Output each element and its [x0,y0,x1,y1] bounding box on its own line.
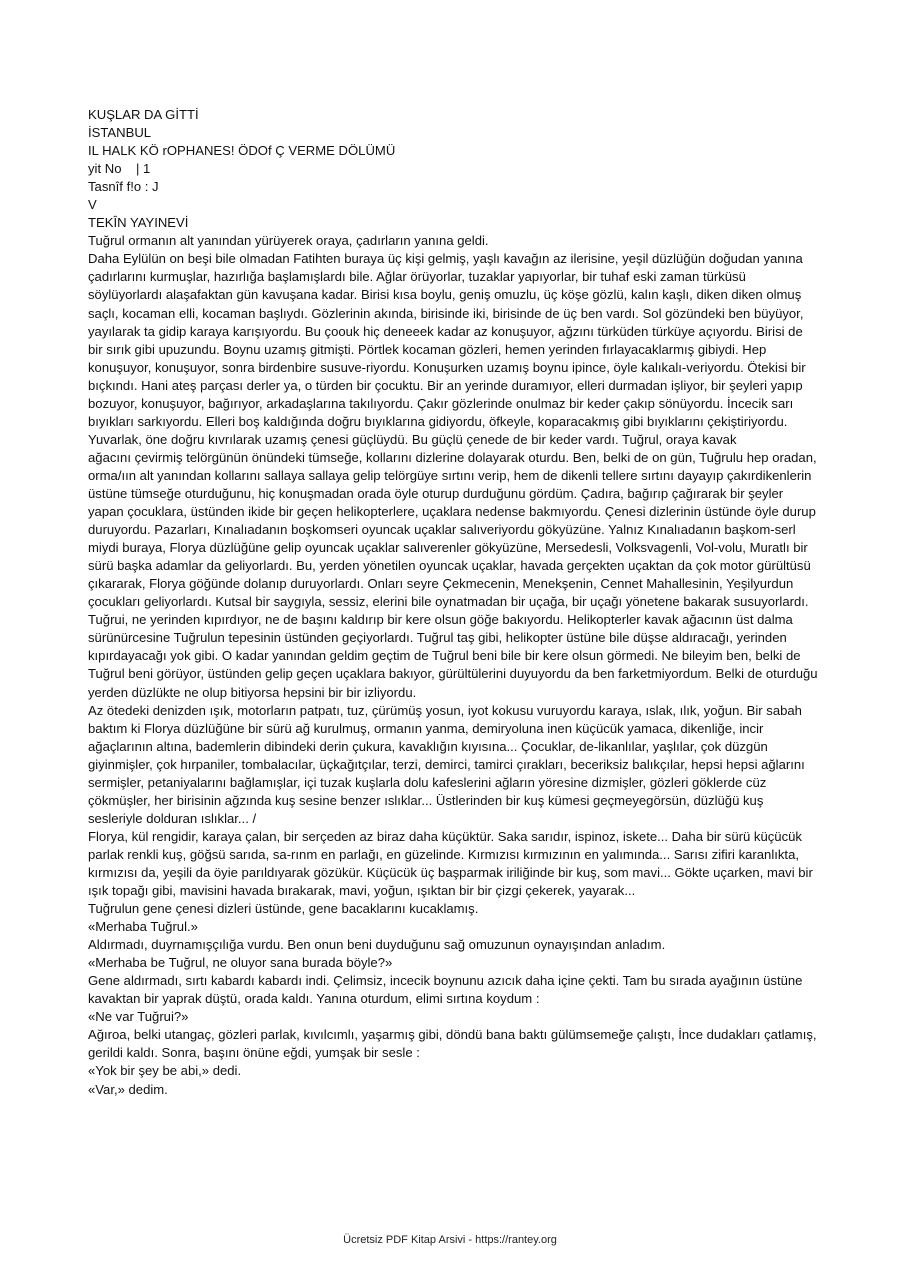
header-block [88,106,818,232]
stamp-number-line: yit No | 1 [88,161,151,177]
paragraph: Florya, kül rengidir, karaya çalan, bir serçeden az biraz daha küçüktür. Saka sarıdır, ispinoz, iskete... Daha bir sürü küçücük parlak renkli kuş, göğsü sarıda, sa-rınm en parlağı, en güzelinde. Kırmızısı kırmızının en yalımında... Sarısı zifiri karanlıkta, kırmızısı da, yeşili da öyie parıldıyarak gözükür. Küçücük üç başparmak iriliğinde bir kuş, som mavi... Gökte uçarken, mavi bir ışık topağı gibi, mavisini havada bırakarak, mavi, yoğun, ışıktan bir bir çizgi çekerek, yayarak... [88,828,813,899]
dialogue-line: «Var,» dedim. [88,1081,168,1097]
stamp-letter-line: V [88,197,97,213]
dialogue-line: «Yok bir şey be abi,» dedi. [88,1063,242,1079]
book-title: KUŞLAR DA GİTTİ [88,107,199,122]
library-stamp-line: IL HALK KÖ rOPHANES! ÖDOf Ç VERME DÖLÜMÜ [88,143,396,159]
paragraph: Daha Eylülün on beşi bile olmadan Fatihten buraya üç kişi gelmiş, yaşlı kavağın az ilerisine, yeşil düzlüğün doğudan yanına çadırlarını kurmuşlar, hazırlığa başlamışlardı bile. Ağlar örüyorlar, tuzaklar yapıyorlar, bir tuhaf eski zaman türküsü söylüyorlardı alaşafaktan gün kavuşana kadar. Birisi kısa boylu, geniş omuzlu, üç köşe gözlü, kalın kaşlı, diken diken olmuş saçlı, kocaman elli, kocaman başlıydı. Gözlerinin akında, birisinde iki, birisinde de üç ben vardı. Sol gözündeki ben büyüyor, yayılarak ta gidip karaya karışıyordu. Bu çoouk hiç deneeek kadar az konuşuyor, ağzını türküden türküye açıyordu. Birisi de bir sırık gibi upuzundu. Boynu uzamış gitmişti. Pörtlek kocaman gözleri, hemen yerinden fırlayacaklarmış gibiydi. Hep konuşuyor, konuşuyor, sonra birdenbire susuve-riyordu. Konuşurken uzamış boynu ipince, öyle kalıkalı-veriyordu. Ötekisi bir bıçkındı. Hani ateş parçası derler ya, o türden bir çocuktu. Bir an yerinde duramıyor, elleri durmadan işliyor, bir şeyleri yapıp bozuyor, konuşuyor, bağırıyor, arkadaşlarına takılıyordu. Çakır gözlerinde onulmaz bir keder çakıp sönüyordu. İncecik sarı bıyıkları sarkıyordu. Elleri boş kaldığında doğru bıyıklarına gidiyordu, öfkeyle, koparacakmış gibi bıyıklarını çekiştiriyordu. Yuvarlak, öne doğru kıvrılarak uzamış çenesi güçlüydü. Bu güçlü çenede de bir keder vardı. Tuğrul, oraya kavak [88,251,806,447]
page-footer: Ücretsiz PDF Kitap Arsivi - https://rantey.org [343,1234,557,1246]
publisher-line: TEKÎN YAYINEVİ [88,215,189,231]
paragraph: Aldırmadı, duyrnamışçılığa vurdu. Ben onun beni duyduğunu sağ omuzunun oynayışından anladım. [88,937,666,953]
paragraph: Tuğrulun gene çenesi dizleri üstünde, gene bacaklarını kucaklamış. [88,901,479,917]
paragraph: Tuğrul ormanın alt yanından yürüyerek oraya, çadırların yanına geldi. [88,233,489,249]
document-page [88,106,818,1099]
stamp-classification-line: Tasnîf f!o : J [88,179,159,195]
paragraph: Az ötedeki denizden ışık, motorların patpatı, tuz, çürümüş yosun, iyot kokusu vuruyordu karaya, ıslak, ılık, yoğun. Bir sabah baktım ki Florya düzlüğüne bir sürü ağ kurulmuş, ormanın yanma, demiryoluna inen küçücük yamaca, dikenliğe, incir ağaçlarının altına, bademlerin dibindeki derin çukura, kavaklığın kıyısına... Çocuklar, de-likanlılar, yaşlılar, çok düzgün giyinmişler, çok hırpaniler, tombalacılar, üçkağıtçılar, terzi, demirci, tamirci çırakları, beceriksiz balıkçılar, hepsi hepsi ağlarını sermişler, petaniyalarını bağlamışlar, içi tuzak kuşlarla dolu kafeslerini ağların yöresine dizmişler, gözleri göklerde cüz çökmüşler, her birisinin ağzında kuş sesine benzer ıslıklar... Üstlerinden bir kuş kümesi geçmeyegörsün, düzlüğü kuş sesleriyle dolduran ıslıklar... / [88,702,805,826]
story-body [88,232,818,1098]
city-line: İSTANBUL [88,125,152,141]
dialogue-line: «Merhaba Tuğrul.» [88,919,198,935]
paragraph: Ağıroa, belki utangaç, gözleri parlak, kıvılcımlı, yaşarmış gibi, döndü bana baktı gülümsemeğe çalıştı, İnce dudakları çatlamış, gerildi kaldı. Sonra, başını önüne eğdi, yumşak bir sesle : [88,1027,817,1061]
paragraph: ağacını çevirmiş telörgünün önündeki tümseğe, kollarını dizlerine dolayarak oturdu. Ben, belki de on gün, Tuğrulu hep oradan, orma/ıın alt yanından kollarını sallaya sallaya gelip telörgüye sırtını verip, hem de dikenli tellere sırtını dayayıp çakırdikenlerin üstüne tümseğe oturduğunu, hiç konuşmadan orada öyle oturup durduğunu gördüm. Çadıra, bağırıp çağırarak bir şeyler yapan çocuklara, üstünden ikide bir geçen helikopterlere, uçaklara nedense bakmıyordu. Çenesi dizlerinin üstünde öyle durup duruyordu. Pazarları, Kınalıadanın boşkomseri oyuncak uçaklar salıveriyordu gökyüzüne. Yalnız Kınalıadanın başkom-serl miydi buraya, Florya düzlüğüne gelip oyuncak uçaklar salıverenler gökyüzüne, Mersedesli, Volksvagenli, Vol-volu, Muratlı bir sürü başka adamlar da geliyorlardı. Bu, yerden yönetilen oyuncak uçaklar, havada gerçekten uçaktan da çok motor gürültüsü çıkararak, Florya göğünde dolanıp duruyorlardı. Onları seyre Çekmecenin, Menekşenin, Cennet Mahallesinin, Yeşilyurdun çocukları geliyorlardı. Kutsal bir saygıyla, sessiz, elerini bile oynatmadan bir uçağa, bir uçağı yönetene bakarak susuyorlardı. Tuğrui, ne yerinden kıpırdıyor, ne de başını kaldırıp bir kere olsun göğe bakıyordu. Helikopterler kavak ağacının üst dalma sürünürcesine Tuğrulun tepesinin üstünden geçiyorlardı. Tuğrul taş gibi, helikopter üstüne bile düşse aldıracağı, yerinden kıpırdayacağı yok gibi. O kadar yanından geldim geçtim de Tuğrul beni bile bir kere olsun görmedi. Ne bileyim ben, belki de Tuğrul beni görüyor, üstünden gelip geçen uçaklara bakıyor, gürültülerini duyuyordu da ben farketmiyordum. Belki de oturduğu yerden düzlükte ne olup bitiyorsa hepsini bir bir izliyordu. [88,449,818,700]
dialogue-line: «Merhaba be Tuğrul, ne oluyor sana burada böyle?» [88,955,393,971]
dialogue-line: «Ne var Tuğrui?» [88,1009,189,1025]
paragraph: Gene aldırmadı, sırtı kabardı kabardı indi. Çelimsiz, incecik boynunu azıcık daha içine çekti. Tam bu sırada ayağının üstüne kavaktan bir yaprak düştü, orada kaldı. Yanına oturdum, elimi sırtına koydum : [88,973,803,1007]
